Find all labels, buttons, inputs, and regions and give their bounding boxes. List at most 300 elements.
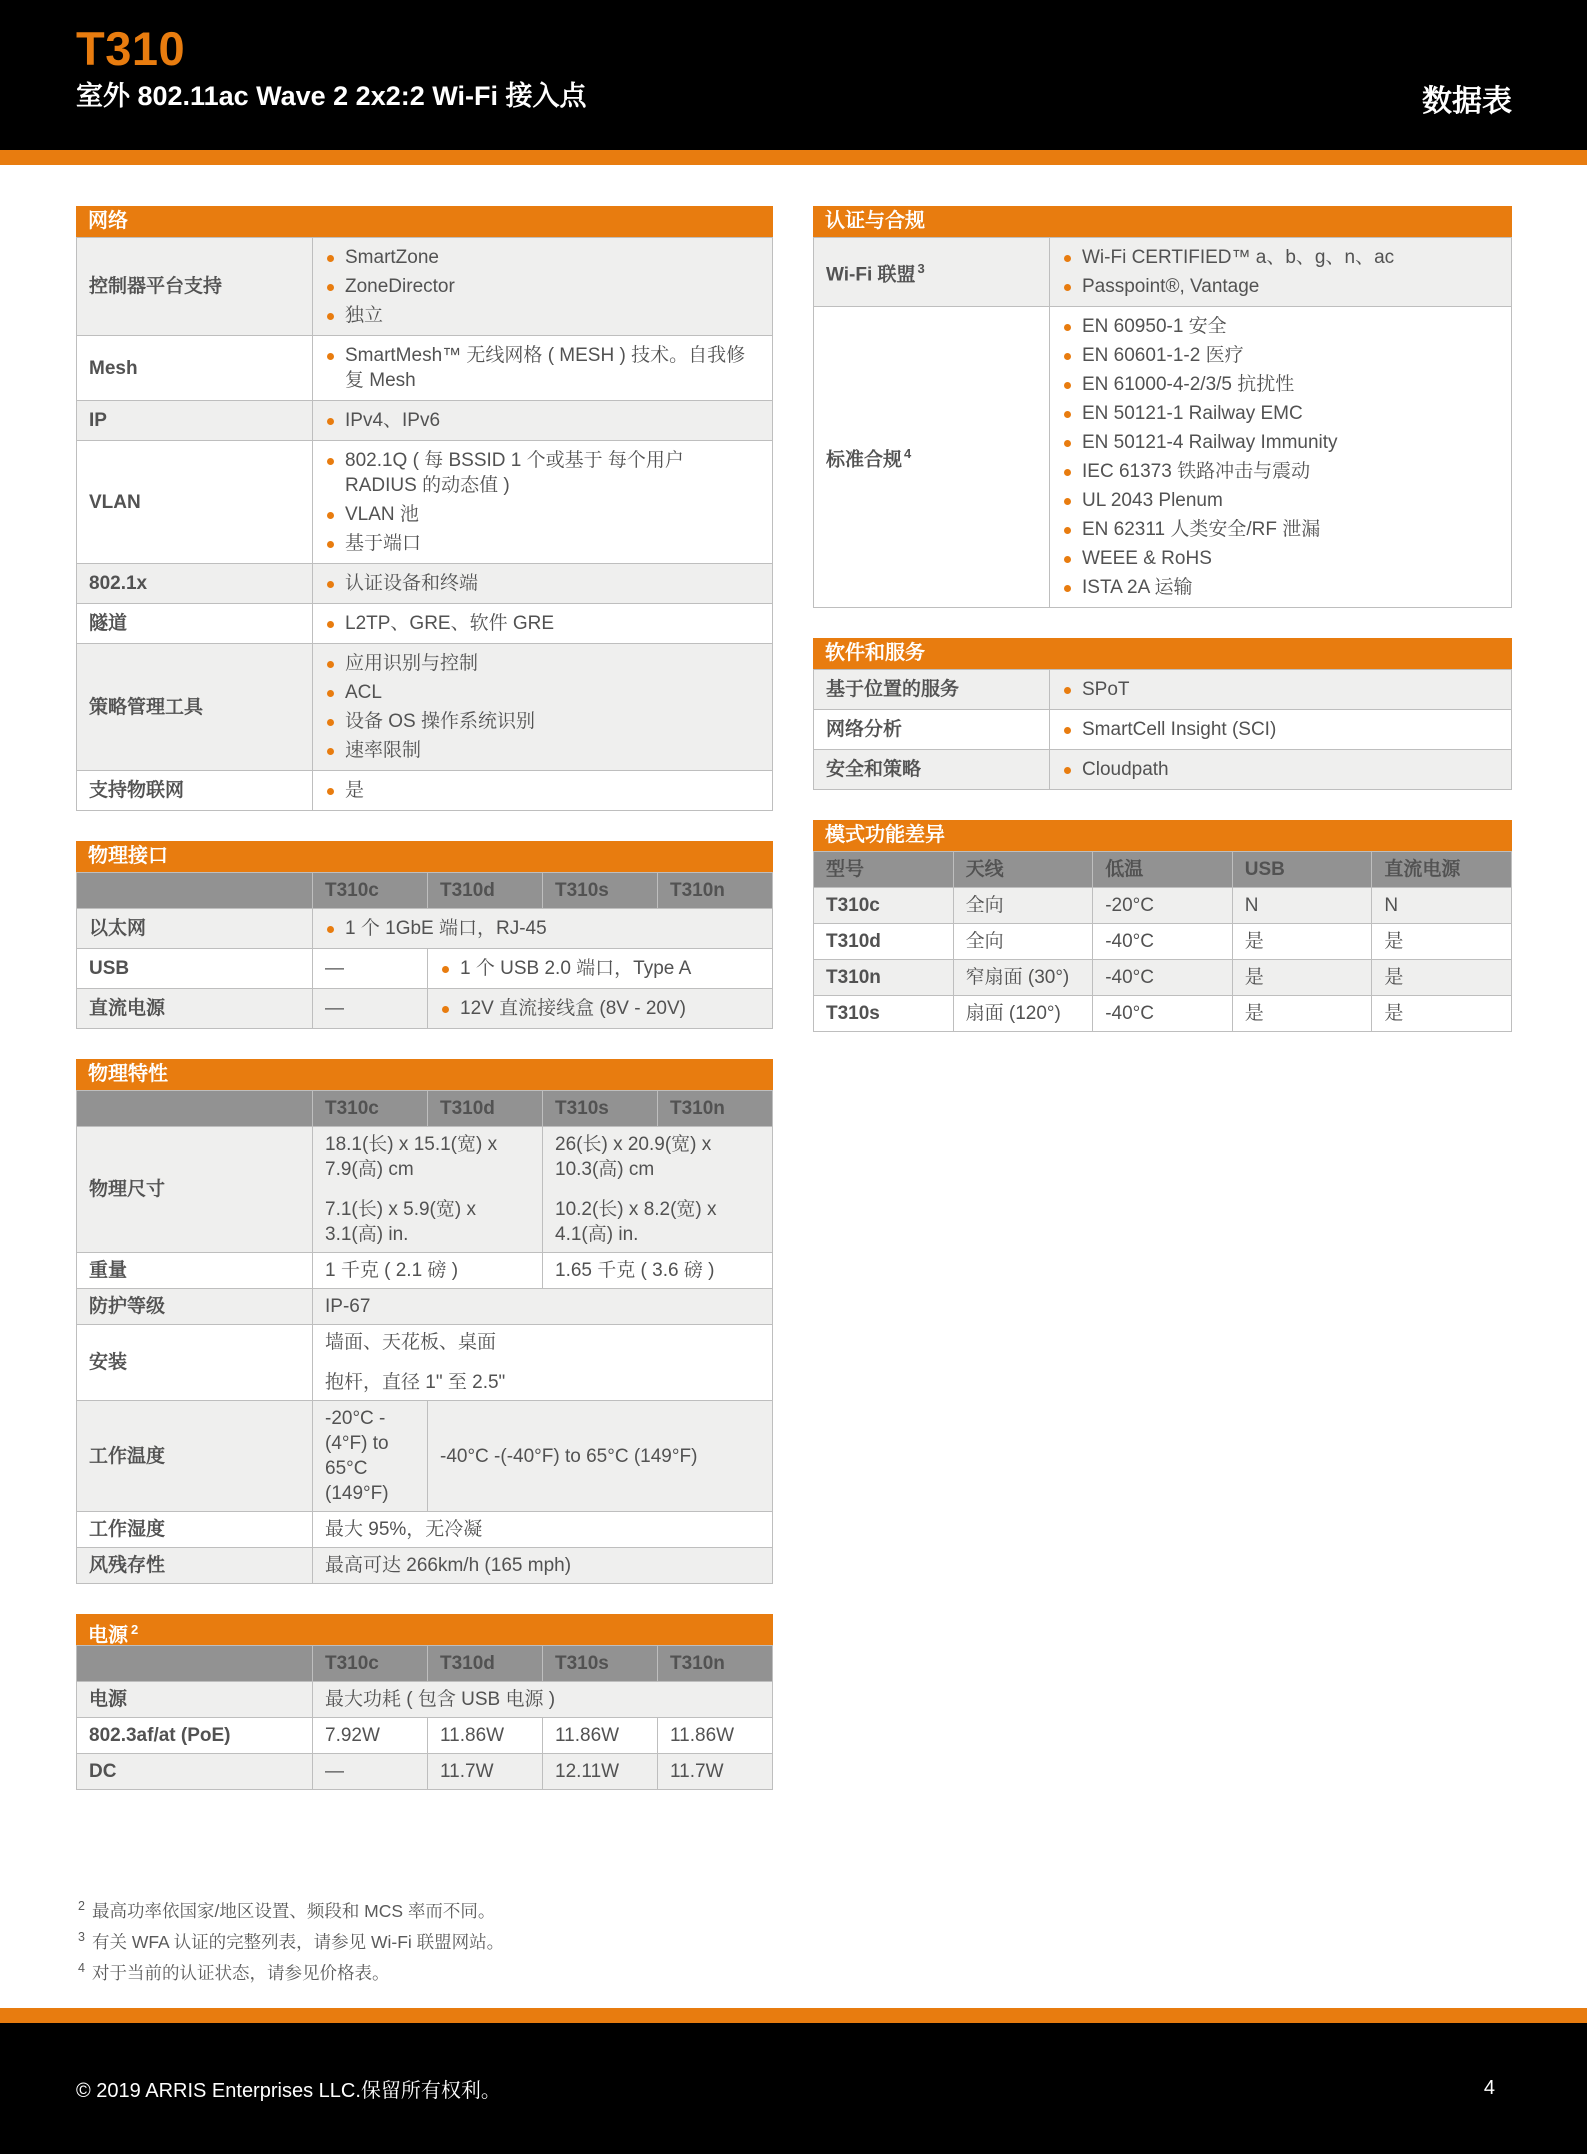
bullet-icon: [327, 512, 334, 519]
row-label: [77, 1548, 313, 1584]
cell-line: 10.2(长) x 8.2(宽) x 4.1(高) in.: [555, 1199, 717, 1245]
bullet-text: ISTA 2A 运输: [1082, 577, 1193, 598]
row-label-text: 标准合规: [826, 449, 903, 471]
row-label: [77, 1718, 313, 1754]
bullet-item: [325, 609, 760, 638]
row-label: [77, 336, 313, 401]
row-value: [428, 989, 773, 1029]
row-label: [77, 1754, 313, 1790]
footnote-text: 有关 WFA 认证的完整列表，请参见 Wi-Fi 联盟网站。: [91, 1931, 505, 1952]
bullet-text: EN 50121-4 Railway Immunity: [1082, 432, 1338, 453]
table-row: [77, 336, 773, 401]
bullet-icon: [1064, 498, 1071, 505]
table-row: [814, 960, 1512, 996]
bullet-icon: [327, 788, 334, 795]
matrix-value: 全向: [953, 888, 1093, 924]
matrix-value: -40°C: [1093, 996, 1233, 1032]
table-row: [77, 401, 773, 441]
bullet-icon: [327, 284, 334, 291]
row-label: [814, 238, 1050, 307]
bullet-text: 基于端口: [345, 533, 422, 554]
section-title: [813, 638, 1512, 669]
table-row: [814, 750, 1512, 790]
cell-text: 11.7W: [440, 1761, 494, 1782]
spec-grid-model-differences: [813, 851, 1512, 1032]
row-label-text: 控制器平台支持: [89, 276, 223, 297]
row-label-text: USB: [89, 958, 130, 979]
bullet-text: IPv4、IPv6: [345, 410, 441, 431]
cell-text: 7.92W: [325, 1725, 380, 1746]
spec-grid-network: [76, 237, 773, 811]
table-physical-characteristics: [76, 1059, 773, 1584]
row-label-text: 隧道: [89, 613, 128, 634]
table-row: [77, 1401, 773, 1512]
bullet-icon: [327, 690, 334, 697]
footnote-sup: 2: [78, 1899, 85, 1913]
model-header: T310c: [313, 1091, 428, 1127]
table-row: [77, 1512, 773, 1548]
table-row: [77, 1289, 773, 1325]
bullet-text: ZoneDirector: [345, 276, 455, 297]
row-value: [658, 1754, 773, 1790]
row-label-text: 基于位置的服务: [826, 679, 960, 700]
spec-grid-physical_characteristics: [76, 1090, 773, 1584]
model-header: T310s: [543, 1646, 658, 1682]
bullet-item: [1062, 515, 1499, 544]
bullet-item: [325, 341, 760, 395]
row-label-text: 以太网: [89, 918, 147, 939]
cell-text: 最高可达 266km/h (165 mph): [325, 1555, 572, 1576]
row-value: [313, 441, 773, 564]
matrix-value: -40°C: [1093, 960, 1233, 996]
row-value: [313, 1718, 428, 1754]
model-name: T310n: [814, 960, 954, 996]
bullet-item: [325, 500, 760, 529]
footnote: [78, 1893, 504, 1924]
section-title: [76, 206, 773, 237]
model-header: T310c: [313, 1646, 428, 1682]
row-value: [313, 1754, 428, 1790]
bullet-text: VLAN 池: [345, 504, 419, 525]
row-value: [543, 1718, 658, 1754]
cell-line: 墙面、天花板、桌面: [325, 1332, 497, 1353]
row-value: [313, 401, 773, 441]
cell-text: 最大 95%，无冷凝: [325, 1519, 483, 1540]
bullet-icon: [327, 748, 334, 755]
row-label: [814, 307, 1050, 608]
cell-text: -20°C -(4°F) to 65°C (149°F): [325, 1408, 389, 1504]
row-label-text: 支持物联网: [89, 780, 185, 801]
matrix-value: 是: [1232, 960, 1372, 996]
bullet-item: [325, 678, 760, 707]
bullet-icon: [327, 313, 334, 320]
bullet-text: EN 50121-1 Railway EMC: [1082, 403, 1303, 424]
bullet-text: L2TP、GRE、软件 GRE: [345, 613, 555, 634]
bullet-text: 独立: [345, 305, 384, 326]
row-value: [658, 1718, 773, 1754]
doc-type-label: 数据表: [1422, 85, 1512, 118]
matrix-value: 是: [1372, 960, 1512, 996]
table-row: [77, 1754, 773, 1790]
bullet-icon: [1064, 469, 1071, 476]
cell-text: IP-67: [325, 1296, 371, 1317]
bullet-text: WEEE & RoHS: [1082, 548, 1212, 569]
table-row: [814, 710, 1512, 750]
content-area: [76, 206, 1512, 1790]
bullet-item: [325, 243, 760, 272]
row-label-text: 802.1x: [89, 573, 148, 594]
bullet-item: [325, 406, 760, 435]
bullet-text: SmartZone: [345, 247, 439, 268]
accent-stripe: [0, 150, 1587, 165]
bullet-icon: [1064, 382, 1071, 389]
section-title-text: 物理接口: [88, 845, 168, 867]
cell-text: 11.86W: [440, 1725, 505, 1746]
matrix-value: -20°C: [1093, 888, 1233, 924]
bullet-icon: [327, 719, 334, 726]
row-label: [77, 604, 313, 644]
row-label: [77, 1289, 313, 1325]
row-label-text: 电源: [89, 1689, 128, 1710]
row-label-text: VLAN: [89, 491, 141, 513]
row-value: [313, 238, 773, 336]
bullet-icon: [1064, 767, 1071, 774]
bullet-text: 1 个 1GbE 端口，RJ-45: [345, 918, 547, 939]
bullet-text: IEC 61373 铁路冲击与震动: [1082, 461, 1311, 482]
model-header-row: [77, 1646, 773, 1682]
bullet-text: EN 62311 人类安全/RF 泄漏: [1082, 519, 1321, 540]
cell-line: 26(长) x 20.9(宽) x 10.3(高) cm: [555, 1134, 712, 1180]
table-row: [814, 307, 1512, 608]
cell-line: 18.1(长) x 15.1(宽) x 7.9(高) cm: [325, 1134, 498, 1180]
row-value: [313, 949, 428, 989]
row-label: [77, 644, 313, 771]
page-number: 4: [1483, 2077, 1495, 2099]
model-header-row: [77, 1091, 773, 1127]
table-row: [77, 909, 773, 949]
row-label: [77, 1253, 313, 1289]
cell-text: 11.7W: [670, 1761, 724, 1782]
bullet-icon: [327, 581, 334, 588]
row-value: [428, 1754, 543, 1790]
row-label: [77, 441, 313, 564]
row-label: [77, 1127, 313, 1253]
row-label-sup: 3: [917, 261, 925, 277]
table-row: [77, 604, 773, 644]
row-value: [313, 644, 773, 771]
row-label: [814, 710, 1050, 750]
matrix-value: N: [1232, 888, 1372, 924]
cell-text: 1.65 千克 ( 3.6 磅 ): [555, 1260, 715, 1281]
table-physical-interfaces: [76, 841, 773, 1029]
row-value: [313, 1548, 773, 1584]
bullet-icon: [1064, 411, 1071, 418]
row-value: [313, 1401, 428, 1512]
bullet-text: 应用识别与控制: [345, 653, 479, 674]
table-row: [814, 238, 1512, 307]
bullet-icon: [327, 661, 334, 668]
row-value: [428, 1718, 543, 1754]
table-row: [814, 924, 1512, 960]
table-row: [77, 1127, 773, 1253]
model-header-empty: [77, 1646, 313, 1682]
row-value: [543, 1253, 773, 1289]
bullet-icon: [1064, 353, 1071, 360]
model-header: T310c: [313, 873, 428, 909]
table-row: [77, 441, 773, 564]
bullet-item: [1062, 312, 1499, 341]
section-title-text: 模式功能差异: [825, 824, 945, 846]
model-header: T310n: [658, 873, 773, 909]
bullet-icon: [442, 966, 449, 973]
bullet-item: [325, 529, 760, 558]
model-name: T310c: [814, 888, 954, 924]
bullet-item: [325, 301, 760, 330]
spec-grid-software: [813, 669, 1512, 790]
row-label-text: Wi-Fi 联盟: [826, 264, 916, 286]
table-model-differences: [813, 820, 1512, 1032]
section-title-sup: 2: [131, 1622, 139, 1637]
matrix-header: 天线: [953, 852, 1093, 888]
model-name: T310s: [814, 996, 954, 1032]
row-value: [543, 1754, 658, 1790]
bullet-text: SmartCell Insight (SCI): [1082, 719, 1277, 740]
row-value: [313, 336, 773, 401]
bullet-text: 是: [345, 780, 365, 801]
section-title: [813, 820, 1512, 851]
model-header: T310n: [658, 1091, 773, 1127]
bullet-text: Wi-Fi CERTIFIED™ a、b、g、n、ac: [1082, 247, 1395, 268]
model-header: T310d: [428, 1646, 543, 1682]
table-row: [77, 771, 773, 811]
table-row: [77, 564, 773, 604]
page-header: [0, 0, 1587, 150]
bullet-text: Passpoint®, Vantage: [1082, 276, 1260, 297]
row-value: [313, 1682, 773, 1718]
bullet-icon: [1064, 324, 1071, 331]
matrix-value: 是: [1372, 996, 1512, 1032]
table-row: [814, 670, 1512, 710]
row-value: [313, 1253, 543, 1289]
table-software: [813, 638, 1512, 790]
bullet-item: [1062, 399, 1499, 428]
table-row: [814, 996, 1512, 1032]
row-label: [77, 771, 313, 811]
bullet-icon: [1064, 284, 1071, 291]
bullet-text: EN 60950-1 安全: [1082, 316, 1227, 337]
bullet-text: SmartMesh™ 无线网格 ( MESH ) 技术。自我修复 Mesh: [345, 345, 746, 391]
model-header: T310n: [658, 1646, 773, 1682]
model-header-empty: [77, 873, 313, 909]
bullet-icon: [442, 1006, 449, 1013]
row-value: [313, 1289, 773, 1325]
bullet-icon: [1064, 727, 1071, 734]
bullet-text: 12V 直流接线盒 (8V - 20V): [460, 998, 686, 1019]
row-value: [543, 1127, 773, 1253]
bullet-text: 设备 OS 操作系统识别: [345, 711, 536, 732]
bullet-item: [325, 649, 760, 678]
row-label: [77, 401, 313, 441]
matrix-header: USB: [1232, 852, 1372, 888]
matrix-header: 型号: [814, 852, 954, 888]
cell-text: 11.86W: [555, 1725, 620, 1746]
row-label: [77, 1682, 313, 1718]
left-column: [76, 206, 773, 1790]
section-title-text: 认证与合规: [825, 210, 925, 232]
table-row: [77, 238, 773, 336]
row-value: [1050, 238, 1512, 307]
model-header-empty: [77, 1091, 313, 1127]
row-value: [313, 989, 428, 1029]
table-row: [77, 1718, 773, 1754]
row-label-text: DC: [89, 1761, 117, 1782]
row-label: [77, 989, 313, 1029]
model-header: T310d: [428, 873, 543, 909]
bullet-item: [325, 446, 760, 500]
row-label: [77, 949, 313, 989]
footnote: [78, 1924, 504, 1955]
bullet-icon: [1064, 556, 1071, 563]
row-label-text: Mesh: [89, 357, 138, 379]
row-label: [814, 750, 1050, 790]
bullet-icon: [1064, 687, 1071, 694]
table-row: [77, 949, 773, 989]
matrix-value: -40°C: [1093, 924, 1233, 960]
row-label-text: 安装: [89, 1352, 128, 1373]
footnote-text: 对于当前的认证状态，请参见价格表。: [91, 1962, 390, 1983]
row-label: [77, 1401, 313, 1512]
table-row: [77, 1548, 773, 1584]
table-row: [77, 1682, 773, 1718]
cell-line: 抱杆，直径 1" 至 2.5": [325, 1372, 506, 1393]
bullet-item: [325, 776, 760, 805]
bullet-text: UL 2043 Plenum: [1082, 490, 1223, 511]
section-title: [76, 1059, 773, 1090]
bullet-item: [325, 707, 760, 736]
bullet-icon: [327, 255, 334, 262]
bullet-text: 802.1Q ( 每 BSSID 1 个或基于 每个用户 RADIUS 的动态值 ): [345, 450, 684, 496]
row-label-text: IP: [89, 410, 107, 431]
section-title: [76, 1614, 773, 1645]
bullet-text: 1 个 USB 2.0 端口，Type A: [460, 958, 692, 979]
section-title-text: 电源: [88, 1624, 128, 1647]
bullet-item: [325, 272, 760, 301]
table-row: [77, 644, 773, 771]
bullet-icon: [1064, 255, 1071, 262]
row-label-text: 物理尺寸: [89, 1179, 166, 1200]
bullet-item: [1062, 243, 1499, 272]
table-row: [77, 1253, 773, 1289]
bullet-icon: [327, 418, 334, 425]
row-label-text: 防护等级: [89, 1296, 166, 1317]
spec-grid-power: [76, 1645, 773, 1790]
row-value: [1050, 750, 1512, 790]
cell-text: 1 千克 ( 2.1 磅 ): [325, 1260, 459, 1281]
row-value: [313, 604, 773, 644]
bullet-icon: [327, 621, 334, 628]
bullet-item: [1062, 370, 1499, 399]
matrix-header: 低温: [1093, 852, 1233, 888]
bullet-icon: [327, 458, 334, 465]
bullet-text: EN 60601-1-2 医疗: [1082, 345, 1244, 366]
row-label-sup: 4: [904, 446, 912, 462]
bullet-icon: [1064, 440, 1071, 447]
bullet-text: Cloudpath: [1082, 759, 1169, 780]
bullet-item: [1062, 457, 1499, 486]
model-header: T310d: [428, 1091, 543, 1127]
bullet-item: [1062, 675, 1499, 704]
matrix-value: N: [1372, 888, 1512, 924]
row-label-text: 工作湿度: [89, 1519, 166, 1540]
table-power: [76, 1614, 773, 1790]
cell-text: —: [325, 998, 344, 1019]
model-header: T310s: [543, 873, 658, 909]
table-row: [814, 888, 1512, 924]
product-title: T310: [76, 22, 186, 75]
bullet-item: [1062, 428, 1499, 457]
row-label: [814, 670, 1050, 710]
row-label-text: 风残存性: [89, 1555, 166, 1576]
section-title-text: 物理特性: [88, 1063, 168, 1085]
bullet-item: [325, 569, 760, 598]
row-label-text: 重量: [89, 1260, 128, 1281]
row-value: [313, 771, 773, 811]
bullet-item: [325, 914, 760, 943]
bullet-text: ACL: [345, 682, 382, 703]
bullet-item: [440, 954, 760, 983]
row-label: [77, 1512, 313, 1548]
bullet-text: 速率限制: [345, 740, 422, 761]
product-subtitle: 室外 802.11ac Wave 2 2x2:2 Wi-Fi 接入点: [76, 81, 587, 111]
table-network: [76, 206, 773, 811]
matrix-value: 全向: [953, 924, 1093, 960]
cell-text: —: [325, 958, 344, 979]
bullet-item: [440, 994, 760, 1023]
cell-text: 11.86W: [670, 1725, 735, 1746]
row-label: [77, 1325, 313, 1401]
cell-text: -40°C -(-40°F) to 65°C (149°F): [440, 1445, 698, 1467]
matrix-value: 是: [1232, 996, 1372, 1032]
cell-line: 7.1(长) x 5.9(宽) x 3.1(高) in.: [325, 1199, 476, 1245]
footer-accent-stripe: [0, 2008, 1587, 2023]
row-value: [313, 1325, 773, 1401]
row-label-text: 直流电源: [89, 998, 166, 1019]
bullet-item: [1062, 272, 1499, 301]
row-value: [1050, 307, 1512, 608]
footnote-text: 最高功率依国家/地区设置、频段和 MCS 率而不同。: [91, 1900, 496, 1921]
row-value: [313, 909, 773, 949]
bullet-item: [1062, 486, 1499, 515]
footnote-sup: 4: [78, 1960, 85, 1975]
section-title-text: 网络: [88, 210, 128, 232]
section-title-text: 软件和服务: [825, 642, 925, 664]
bullet-item: [1062, 341, 1499, 370]
row-label: [77, 909, 313, 949]
model-header-row: [77, 873, 773, 909]
page-footer: [0, 2023, 1587, 2154]
row-label: [77, 238, 313, 336]
matrix-value: 是: [1372, 924, 1512, 960]
row-value: [1050, 670, 1512, 710]
row-value: [428, 1401, 773, 1512]
bullet-text: SPoT: [1082, 679, 1130, 700]
cell-text: 最大功耗 ( 包含 USB 电源 ): [325, 1689, 556, 1710]
matrix-value: 是: [1232, 924, 1372, 960]
matrix-value: 窄扇面 (30°): [953, 960, 1093, 996]
table-row: [77, 989, 773, 1029]
bullet-icon: [327, 353, 334, 360]
bullet-text: EN 61000-4-2/3/5 抗扰性: [1082, 374, 1295, 395]
